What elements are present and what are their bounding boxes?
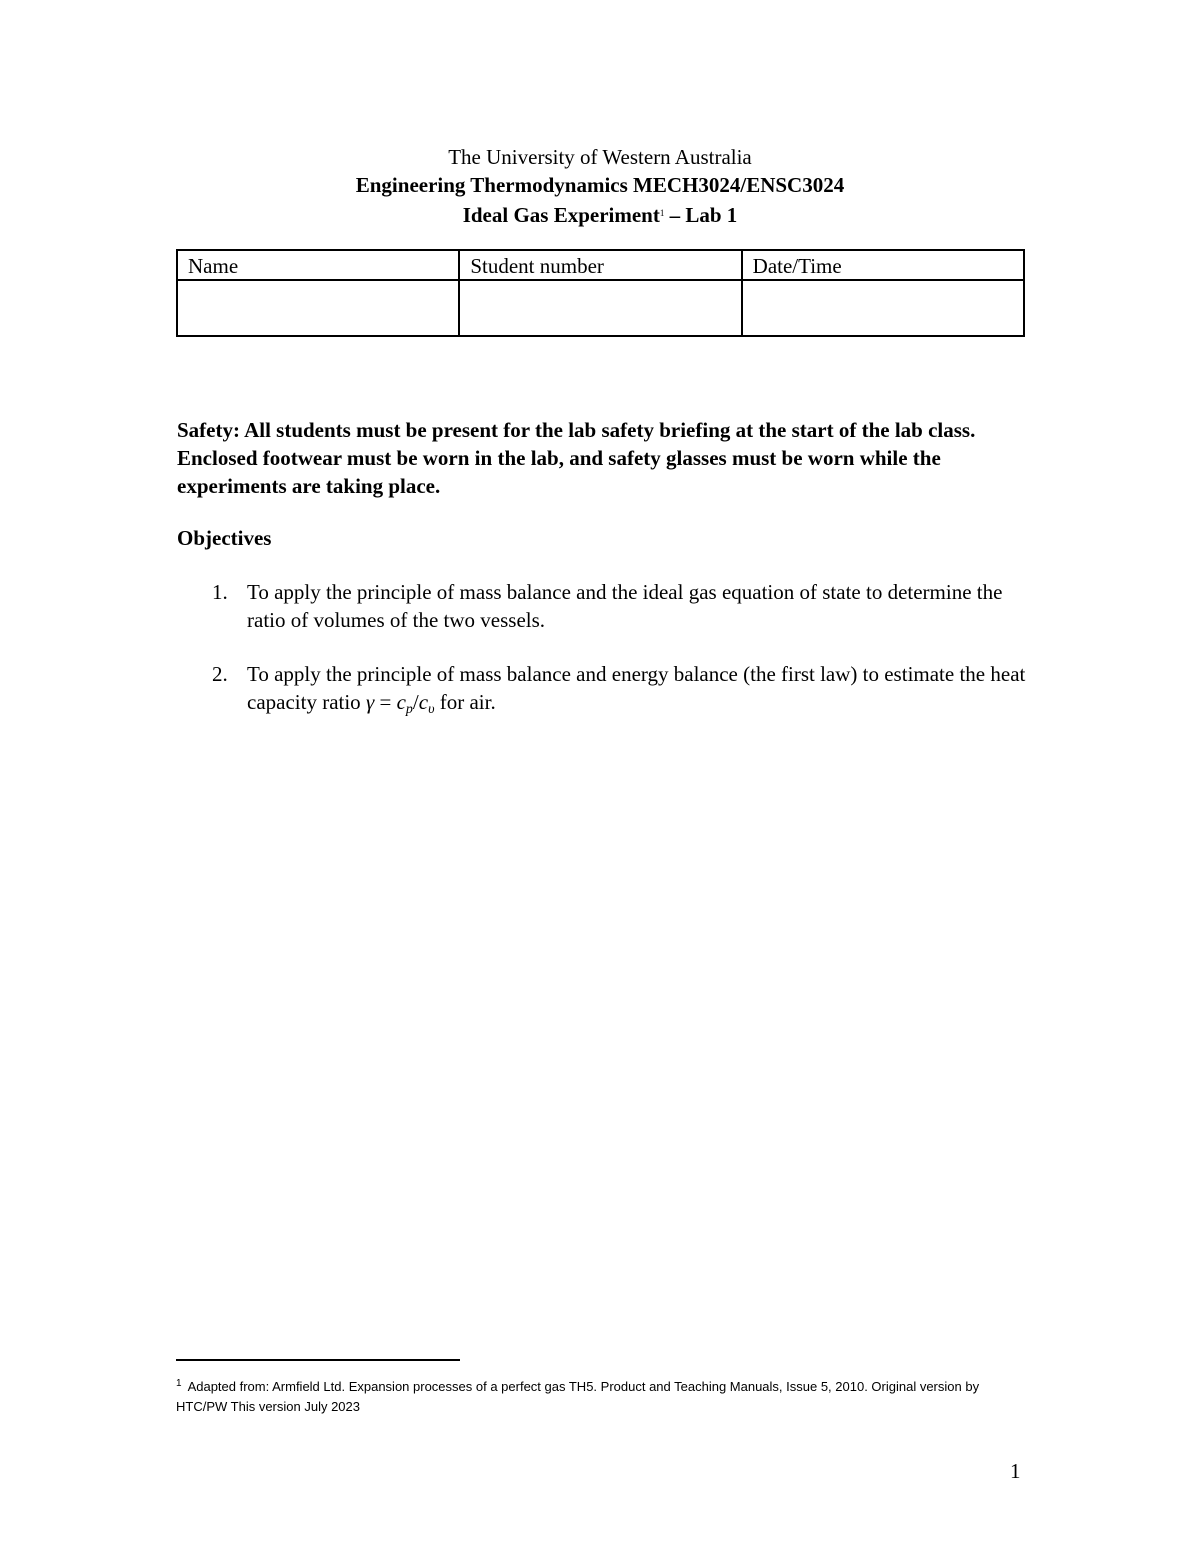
objectives-list bbox=[177, 578, 1037, 750]
student-number-field[interactable] bbox=[459, 280, 741, 336]
gamma-symbol: γ bbox=[365, 690, 375, 714]
list-item-number: 2. bbox=[212, 662, 228, 686]
student-info-table bbox=[176, 249, 1025, 337]
cp-subscript: p bbox=[405, 702, 413, 717]
list-item-text: To apply the principle of mass balance and the ideal gas equation of state to determine the ratio of volumes of the two vessels. bbox=[247, 580, 1003, 632]
cp-symbol: c bbox=[396, 690, 406, 714]
cv-symbol: c bbox=[418, 690, 429, 714]
list-item-number: 1. bbox=[212, 580, 228, 604]
equals-sign: = bbox=[374, 690, 397, 714]
student-number-header: Student number bbox=[459, 250, 741, 280]
name-header: Name bbox=[177, 250, 459, 280]
footnote-reference[interactable]: 1 bbox=[659, 208, 665, 218]
objectives-heading: Objectives bbox=[177, 526, 272, 550]
cv-subscript: υ bbox=[428, 702, 435, 717]
footnote-text: Adapted from: Armfield Ltd. Expansion processes of a perfect gas TH5. Product and Teaching Manuals, Issue 5, 2010. Original version by HTC/PW This version July 2023 bbox=[176, 1379, 980, 1414]
course-title: Engineering Thermodynamics MECH3024/ENSC3024 bbox=[355, 173, 845, 197]
experiment-title-text: Ideal Gas Experiment bbox=[462, 203, 660, 227]
name-field[interactable] bbox=[177, 280, 459, 336]
page-number: 1 bbox=[1010, 1459, 1021, 1483]
table-header-row bbox=[177, 250, 1024, 280]
ratio-slash: / bbox=[412, 690, 419, 714]
footnote-separator bbox=[176, 1359, 460, 1361]
safety-notice: Safety: All students must be present for the lab safety briefing at the start of the lab class. Enclosed footwear must be worn in the lab, and safety glasses must be worn while the experiments are taking place. bbox=[177, 418, 976, 498]
list-item bbox=[177, 578, 1037, 634]
document-header bbox=[0, 143, 1200, 229]
footnote bbox=[176, 1374, 1026, 1417]
lab-label: – Lab 1 bbox=[664, 203, 738, 227]
table-entry-row bbox=[177, 280, 1024, 336]
list-item-text: To apply the principle of mass balance and energy balance (the first law) to estimate the heat capacity ratio bbox=[247, 662, 1026, 714]
footnote-marker: 1 bbox=[176, 1378, 182, 1389]
list-item bbox=[177, 660, 1037, 724]
date-time-header: Date/Time bbox=[742, 250, 1024, 280]
university-name: The University of Western Australia bbox=[448, 145, 752, 169]
date-time-field[interactable] bbox=[742, 280, 1024, 336]
list-item-text-end: for air. bbox=[434, 690, 496, 714]
experiment-title bbox=[0, 199, 1200, 229]
